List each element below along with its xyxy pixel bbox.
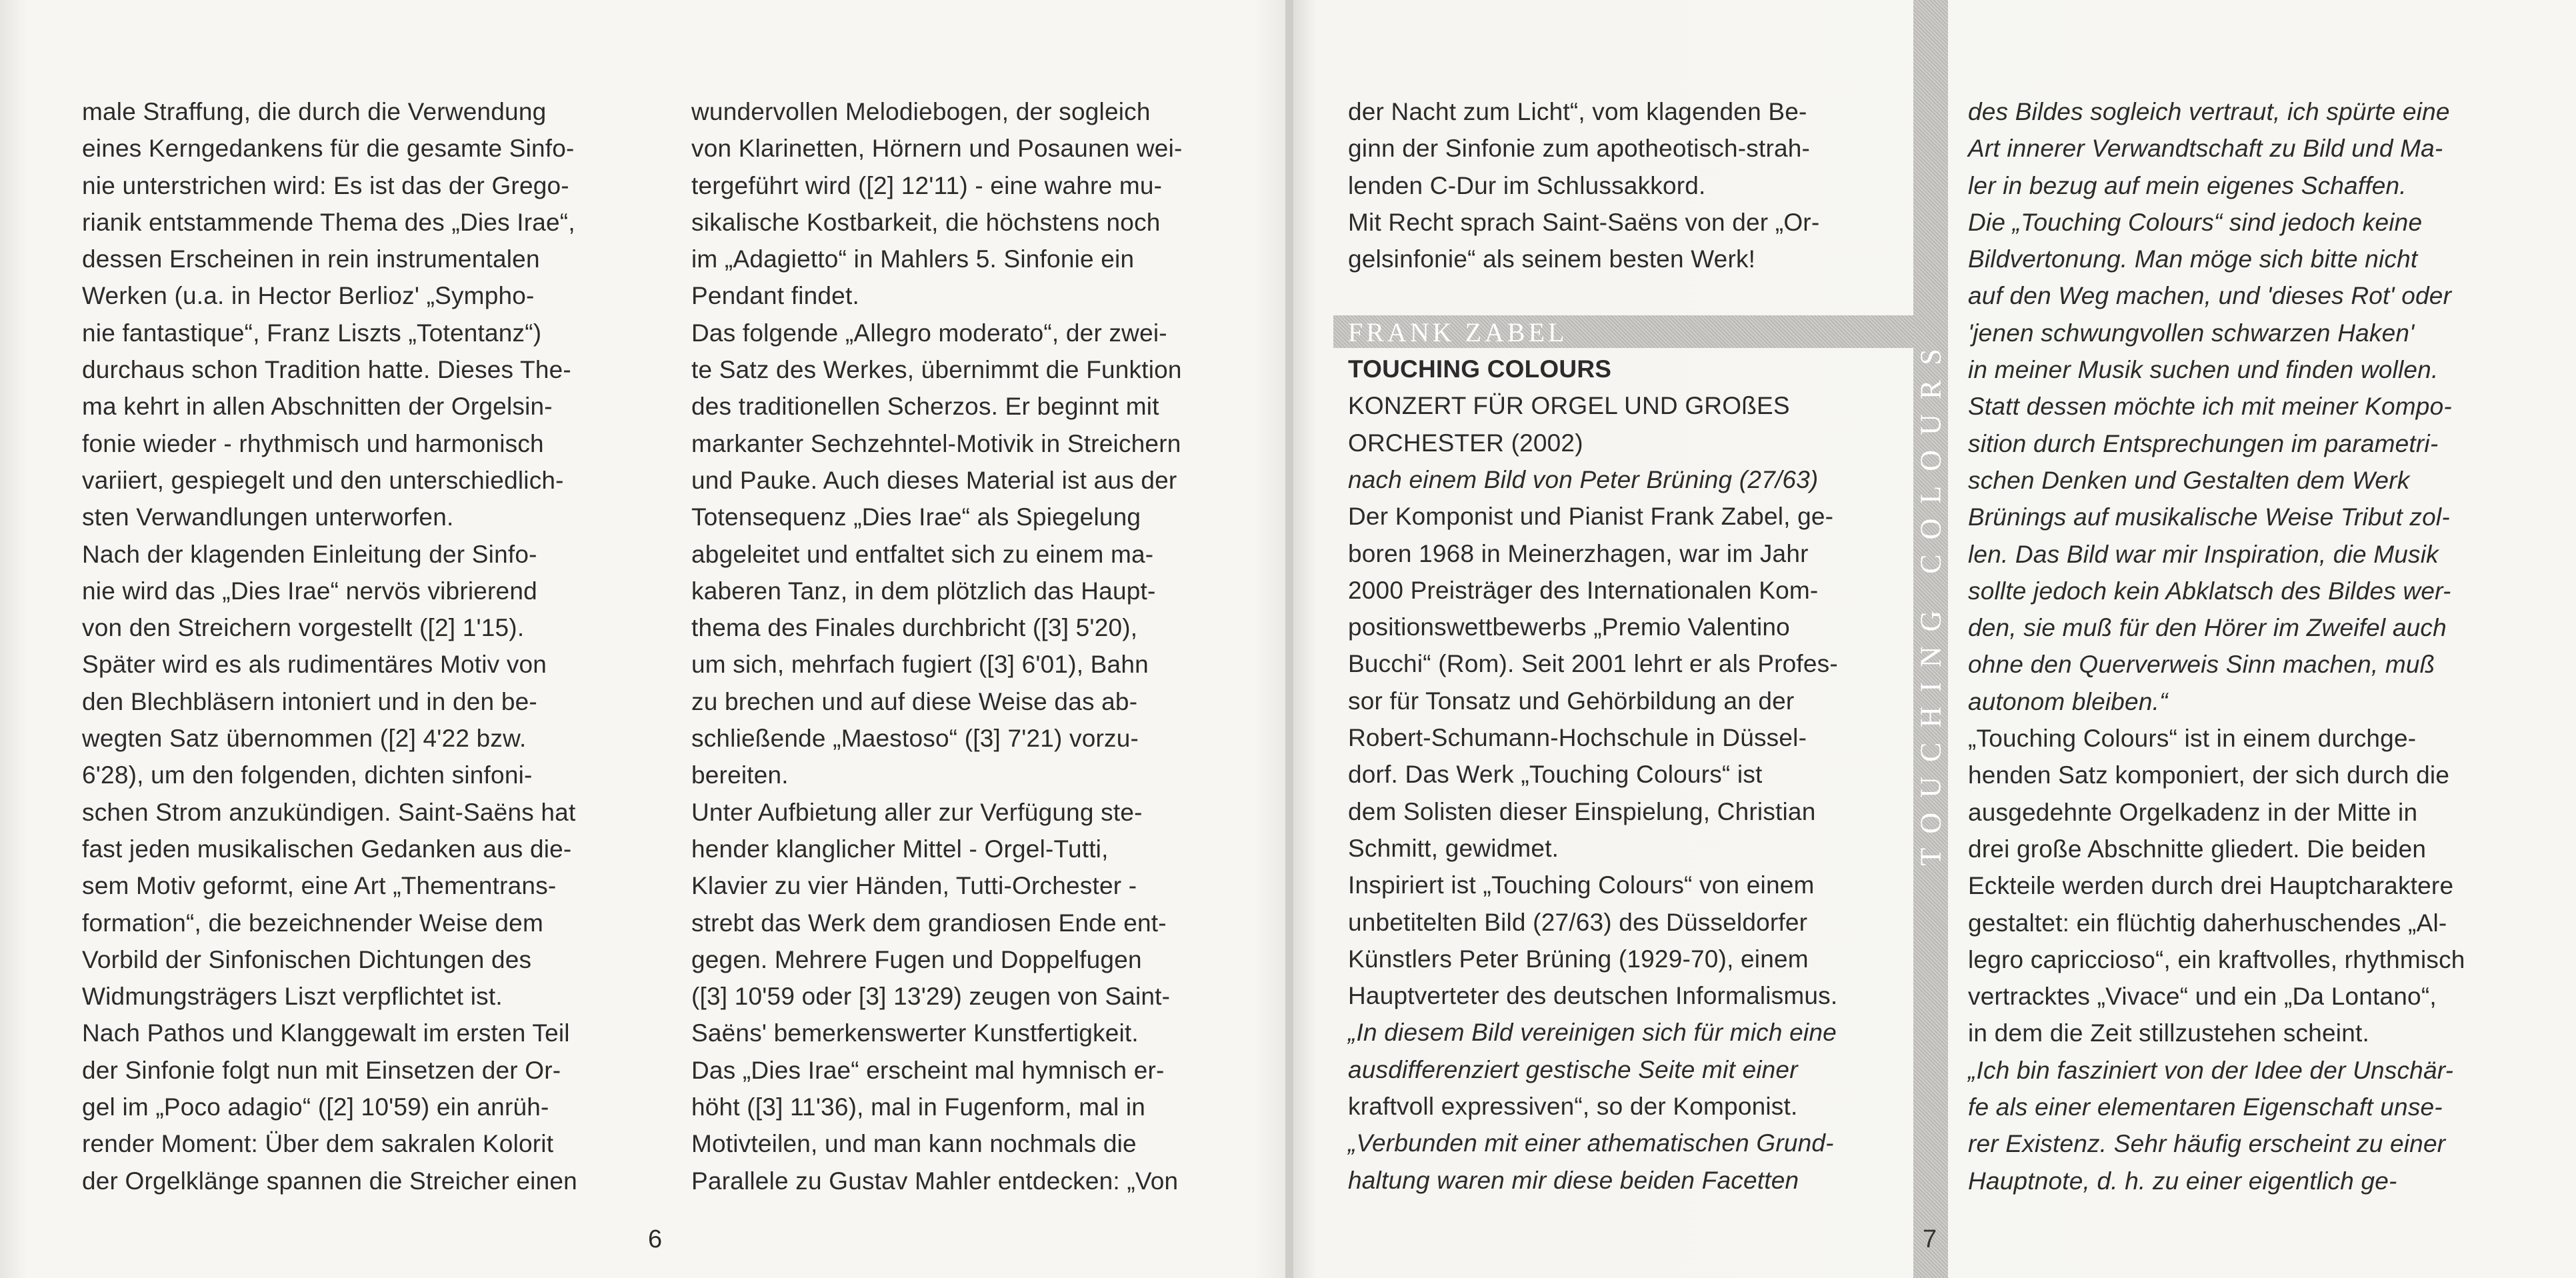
right-page-column-1-intro — [1348, 93, 1819, 277]
text-line: Der Komponist und Pianist Frank Zabel, ge- — [1348, 503, 1834, 531]
work-title: TOUCHING COLOURS — [1348, 355, 1612, 383]
text-line: schließende „Maestoso“ ([3] 7'21) vorzu- — [691, 725, 1139, 753]
page-number-right: 7 — [1923, 1225, 1937, 1253]
text-line: nie fantastique“, Franz Liszts „Totentanz“) — [82, 319, 542, 347]
text-line: von Klarinetten, Hörnern und Posaunen wei- — [691, 135, 1183, 163]
book-gutter — [1285, 0, 1293, 1278]
text-line: Das „Dies Irae“ erscheint mal hymnisch er- — [691, 1056, 1165, 1084]
side-banner-title: TOUCHING COLOURS — [1914, 334, 1947, 866]
text-line: lenden C-Dur im Schlussakkord. — [1348, 171, 1706, 199]
text-line: schen Denken und Gestalten dem Werk — [1968, 466, 2410, 494]
text-line: Schmitt, gewidmet. — [1348, 834, 1559, 862]
text-line: dem Solisten dieser Einspielung, Christian — [1348, 797, 1816, 825]
text-line: fonie wieder - rhythmisch und harmonisch — [82, 429, 544, 457]
text-line: Vorbild der Sinfonischen Dichtungen des — [82, 945, 532, 973]
text-line: hender klanglicher Mittel - Orgel-Tutti, — [691, 835, 1109, 863]
text-line: kaberen Tanz, in dem plötzlich das Haupt- — [691, 577, 1156, 605]
text-line: des Bildes sogleich vertraut, ich spürte eine — [1968, 98, 2450, 125]
text-line: Motivteilen, und man kann nochmals die — [691, 1130, 1137, 1158]
text-line: 6'28), um den folgenden, dichten sinfoni- — [82, 761, 533, 789]
text-line: abgeleitet und entfaltet sich zu einem ma- — [691, 540, 1154, 568]
text-line: Klavier zu vier Händen, Tutti-Orchester - — [691, 872, 1137, 900]
text-line: variiert, gespiegelt und den unterschiedlich- — [82, 466, 564, 494]
right-page-column-2 — [1968, 93, 2465, 1199]
text-line: gegen. Mehrere Fugen und Doppelfugen — [691, 945, 1142, 973]
text-line: rer Existenz. Sehr häufig erscheint zu einer — [1968, 1130, 2446, 1158]
text-line: Bildvertonung. Man möge sich bitte nicht — [1968, 245, 2418, 273]
text-line: Totensequenz „Dies Irae“ als Spiegelung — [691, 503, 1141, 531]
text-line: Saëns' bemerkenswerter Kunstfertigkeit. — [691, 1019, 1139, 1047]
text-line: Statt dessen möchte ich mit meiner Kompo- — [1968, 393, 2452, 421]
text-line: der Nacht zum Licht“, vom klagenden Be- — [1348, 98, 1807, 125]
text-line: wundervollen Melodiebogen, der sogleich — [691, 98, 1151, 125]
text-line: rianik entstammende Thema des „Dies Irae“, — [82, 208, 575, 236]
text-line: „Verbunden mit einer athematischen Grund- — [1348, 1129, 1834, 1157]
text-line: kraftvoll expressiven“, so der Komponist. — [1348, 1093, 1798, 1121]
text-line: tergeführt wird ([2] 12'11) - eine wahre mu- — [691, 171, 1163, 199]
text-line: und Pauke. Auch dieses Material ist aus der — [691, 466, 1177, 494]
text-line: unbetitelten Bild (27/63) des Düsseldorfer — [1348, 908, 1808, 936]
left-page-column-1 — [82, 93, 577, 1199]
section-header-bar — [1333, 315, 1913, 348]
text-line: nach einem Bild von Peter Brüning (27/63) — [1348, 466, 1819, 493]
text-line: in dem die Zeit stillzustehen scheint. — [1968, 1019, 2369, 1047]
text-line: den, sie muß für den Hörer im Zweifel auch — [1968, 614, 2447, 642]
text-line: fe als einer elementaren Eigenschaft unse- — [1968, 1093, 2443, 1121]
work-subtitle-line: ORCHESTER (2002) — [1348, 429, 1583, 457]
text-line: Pendant findet. — [691, 282, 859, 310]
text-line: dorf. Das Werk „Touching Colours“ ist — [1348, 761, 1763, 789]
text-line: sollte jedoch kein Abklatsch des Bildes wer- — [1968, 577, 2451, 605]
text-line: positionswettbewerbs „Premio Valentino — [1348, 613, 1790, 641]
text-line: Art innerer Verwandtschaft zu Bild und Ma- — [1968, 135, 2443, 163]
text-line: boren 1968 in Meinerzhagen, war im Jahr — [1348, 539, 1809, 567]
text-line: der Orgelklänge spannen die Streicher einen — [82, 1167, 577, 1195]
text-line: legro capriccioso“, ein kraftvolles, rhythmisch — [1968, 945, 2465, 973]
text-line: nie wird das „Dies Irae“ nervös vibrierend — [82, 577, 537, 605]
text-line: „Ich bin fasziniert von der Idee der Unschär- — [1968, 1056, 2454, 1084]
text-line: strebt das Werk dem grandiosen Ende ent- — [691, 909, 1167, 937]
text-line: Unter Aufbietung aller zur Verfügung ste- — [691, 798, 1143, 826]
text-line: Bucchi“ (Rom). Seit 2001 lehrt er als Profes- — [1348, 650, 1838, 678]
text-line: sikalische Kostbarkeit, die höchstens noch — [691, 208, 1161, 236]
text-line: 'jenen schwungvollen schwarzen Haken' — [1968, 319, 2415, 347]
text-line: ohne den Querverweis Sinn machen, muß — [1968, 651, 2435, 679]
text-line: haltung waren mir diese beiden Facetten — [1348, 1166, 1799, 1194]
text-line: sten Verwandlungen unterworfen. — [82, 503, 454, 531]
text-line: Inspiriert ist „Touching Colours“ von einem — [1348, 871, 1815, 899]
text-line: Künstlers Peter Brüning (1929-70), einem — [1348, 945, 1809, 973]
text-line: vertracktes „Vivace“ und ein „Da Lontano“, — [1968, 983, 2437, 1011]
text-line: fast jeden musikalischen Gedanken aus die- — [82, 835, 572, 863]
text-line: Parallele zu Gustav Mahler entdecken: „Von — [691, 1167, 1179, 1195]
text-line: „In diesem Bild vereinigen sich für mich eine — [1348, 1019, 1837, 1047]
text-line: Werken (u.a. in Hector Berlioz' „Sympho- — [82, 282, 535, 310]
text-line: um sich, mehrfach fugiert ([3] 6'01), Bahn — [691, 651, 1149, 679]
text-line: henden Satz komponiert, der sich durch die — [1968, 761, 2450, 789]
text-line: formation“, die bezeichnender Weise dem — [82, 909, 543, 937]
text-line: Das folgende „Allegro moderato“, der zwei- — [691, 319, 1167, 347]
text-line: gelsinfonie“ als seinem besten Werk! — [1348, 245, 1756, 273]
text-line: gestaltet: ein flüchtig daherhuschendes „Al- — [1968, 909, 2447, 937]
text-line: 2000 Preisträger des Internationalen Kom- — [1348, 576, 1819, 604]
text-line: auf den Weg machen, und 'dieses Rot' oder — [1968, 282, 2452, 310]
text-line: Brünings auf musikalische Weise Tribut zol- — [1968, 503, 2450, 531]
text-line: sem Motiv geformt, eine Art „Thementrans- — [82, 872, 557, 900]
text-line: thema des Finales durchbricht ([3] 5'20), — [691, 614, 1138, 642]
text-line: in meiner Musik suchen und finden wollen. — [1968, 356, 2439, 384]
text-line: render Moment: Über dem sakralen Kolorit — [82, 1130, 554, 1158]
text-line: Später wird es als rudimentäres Motiv von — [82, 651, 547, 679]
work-heading — [1348, 351, 1790, 461]
text-line: sor für Tonsatz und Gehörbildung an der — [1348, 687, 1795, 715]
text-line: markanter Sechzehntel-Motivik in Streichern — [691, 429, 1181, 457]
text-line: Mit Recht sprach Saint-Saëns von der „Or- — [1348, 208, 1820, 236]
text-line: von den Streichern vorgestellt ([2] 1'15). — [82, 614, 525, 642]
text-line: sition durch Entsprechungen im parametri- — [1968, 429, 2439, 457]
text-line: zu brechen und auf diese Weise das ab- — [691, 687, 1138, 715]
text-line: ausdifferenziert gestische Seite mit einer — [1348, 1055, 1798, 1083]
text-line: male Straffung, die durch die Verwendung — [82, 98, 547, 125]
text-line: Die „Touching Colours“ sind jedoch keine — [1968, 208, 2423, 236]
text-line: „Touching Colours“ ist in einem durchge- — [1968, 725, 2417, 753]
text-line: Robert-Schumann-Hochschule in Düssel- — [1348, 724, 1807, 752]
text-line: eines Kerngedankens für die gesamte Sinfo- — [82, 135, 575, 163]
text-line: den Blechbläsern intoniert und in den be- — [82, 687, 537, 715]
right-page-column-1-body — [1348, 461, 1838, 1199]
text-line: Hauptnote, d. h. zu einer eigentlich ge- — [1968, 1167, 2397, 1195]
text-line: drei große Abschnitte gliedert. Die beiden — [1968, 835, 2427, 863]
text-line: durchaus schon Tradition hatte. Dieses The- — [82, 356, 571, 384]
text-line: Eckteile werden durch drei Hauptcharaktere — [1968, 872, 2454, 900]
text-line: autonom bleiben.“ — [1968, 687, 2168, 715]
text-line: te Satz des Werkes, übernimmt die Funktion — [691, 356, 1182, 384]
text-line: Hauptverteter des deutschen Informalismus. — [1348, 982, 1838, 1010]
text-line: nie unterstrichen wird: Es ist das der Grego- — [82, 171, 569, 199]
text-line: dessen Erscheinen in rein instrumentalen — [82, 245, 540, 273]
text-line: ler in bezug auf mein eigenes Schaffen. — [1968, 171, 2407, 199]
text-line: ausgedehnte Orgelkadenz in der Mitte in — [1968, 798, 2418, 826]
text-line: Nach Pathos und Klanggewalt im ersten Teil — [82, 1019, 570, 1047]
text-line: des traditionellen Scherzos. Er beginnt mit — [691, 393, 1159, 421]
work-subtitle-line: KONZERT FÜR ORGEL UND GROßES — [1348, 392, 1790, 420]
text-line: bereiten. — [691, 761, 789, 789]
text-line: im „Adagietto“ in Mahlers 5. Sinfonie ein — [691, 245, 1135, 273]
page-number-left: 6 — [648, 1225, 663, 1253]
text-line: ma kehrt in allen Abschnitten der Orgelsin- — [82, 393, 553, 421]
text-line: wegten Satz übernommen ([2] 4'22 bzw. — [82, 725, 527, 753]
text-line: höht ([3] 11'36), mal in Fugenform, mal in — [691, 1093, 1146, 1121]
text-line: Nach der klagenden Einleitung der Sinfo- — [82, 540, 537, 568]
text-line: gel im „Poco adagio“ ([2] 10'59) ein anrüh- — [82, 1093, 549, 1121]
left-page-column-2 — [691, 93, 1183, 1199]
text-line: len. Das Bild war mir Inspiration, die Musik — [1968, 540, 2439, 568]
text-line: Widmungsträgers Liszt verpflichtet ist. — [82, 983, 503, 1011]
text-line: schen Strom anzukündigen. Saint-Saëns hat — [82, 798, 576, 826]
text-line: ginn der Sinfonie zum apotheotisch-strah- — [1348, 135, 1811, 163]
text-line: der Sinfonie folgt nun mit Einsetzen der Or- — [82, 1056, 561, 1084]
section-header-composer: FRANK ZABEL — [1348, 317, 1568, 347]
text-line: ([3] 10'59 oder [3] 13'29) zeugen von Saint- — [691, 983, 1171, 1011]
